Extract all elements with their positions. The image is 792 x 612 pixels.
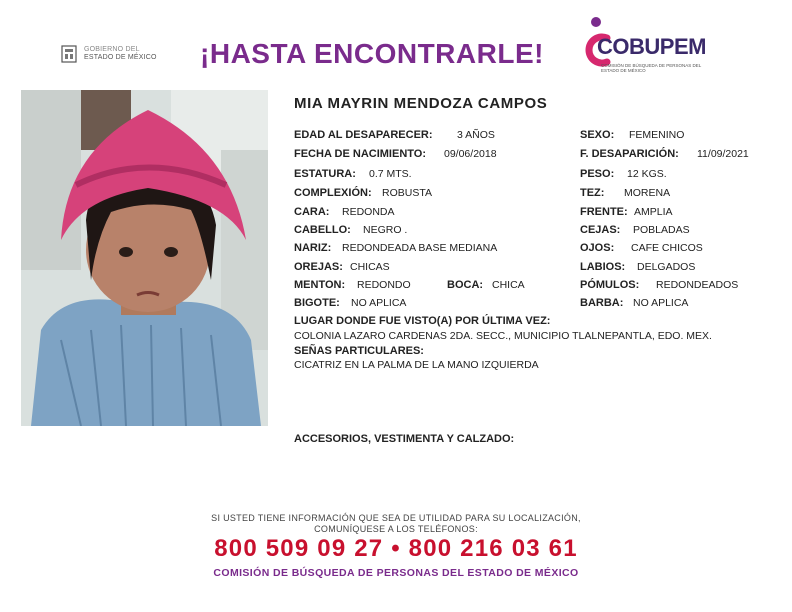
edad-label: EDAD AL DESAPARECER: xyxy=(294,129,433,141)
menton-label: MENTON: xyxy=(294,279,346,291)
nacimiento-value: 09/06/2018 xyxy=(444,148,497,160)
labios-label: LABIOS: xyxy=(580,261,626,273)
pomulos-value: REDONDEADOS xyxy=(656,279,739,291)
estatura-label: ESTATURA: xyxy=(294,168,356,180)
sexo-value: FEMENINO xyxy=(629,129,685,141)
cabello-label: CABELLO: xyxy=(294,224,351,236)
nacimiento-label: FECHA DE NACIMIENTO: xyxy=(294,148,426,160)
cara-label: CARA: xyxy=(294,206,330,218)
nariz-label: NARIZ: xyxy=(294,242,332,254)
nariz-value: REDONDEADA BASE MEDIANA xyxy=(342,242,498,254)
pomulos-label: PÓMULOS: xyxy=(580,279,640,291)
desaparicion-label: F. DESAPARICIÓN: xyxy=(580,148,679,160)
cara-value: REDONDA xyxy=(342,206,395,218)
cejas-label: CEJAS: xyxy=(580,224,621,236)
sexo-label: SEXO: xyxy=(580,129,615,141)
labios-value: DELGADOS xyxy=(637,261,696,273)
senas-value: CICATRIZ EN LA PALMA DE LA MANO IZQUIERDA xyxy=(294,359,539,371)
accesorios-label: ACCESORIOS, VESTIMENTA Y CALZADO: xyxy=(294,433,515,445)
desaparicion-value: 11/09/2021 xyxy=(697,148,749,160)
gov-line1: GOBIERNO DEL xyxy=(84,46,140,53)
lugar-value: COLONIA LAZARO CARDENAS 2DA. SECC., MUNICIPIO TLALNEPANTLA, EDO. MEX. xyxy=(294,330,712,342)
government-logo xyxy=(60,44,157,64)
info-line1: SI USTED TIENE INFORMACIÓN QUE SEA DE UTILIDAD PARA SU LOCALIZACIÓN, xyxy=(211,513,581,523)
frente-label: FRENTE: xyxy=(580,206,628,218)
tez-value: MORENA xyxy=(624,187,671,199)
barba-value: NO APLICA xyxy=(633,297,689,309)
peso-value: 12 KGS. xyxy=(627,168,667,180)
cobupem-logo xyxy=(577,14,717,74)
orejas-label: OREJAS: xyxy=(294,261,343,273)
senas-label: SEÑAS PARTICULARES: xyxy=(294,345,424,357)
barba-label: BARBA: xyxy=(580,297,624,309)
menton-value: REDONDO xyxy=(357,279,411,291)
cejas-value: POBLADAS xyxy=(633,224,690,236)
ojos-value: CAFE CHICOS xyxy=(631,242,703,254)
headline: ¡HASTA ENCONTRARLE! xyxy=(200,38,544,69)
estatura-value: 0.7 MTS. xyxy=(369,168,412,180)
complexion-value: ROBUSTA xyxy=(382,187,432,199)
tez-label: TEZ: xyxy=(580,187,605,199)
org-subtitle: COMISIÓN DE BÚSQUEDA DE PERSONAS DEL ESTADO DE MÉXICO xyxy=(601,63,702,73)
orejas-value: CHICAS xyxy=(350,261,390,273)
person-name: MIA MAYRIN MENDOZA CAMPOS xyxy=(294,95,548,112)
boca-label: BOCA: xyxy=(447,279,484,291)
missing-person-photo xyxy=(21,90,268,426)
edad-value: 3 AÑOS xyxy=(457,129,495,141)
org-name: COBUPEM xyxy=(597,34,706,59)
state-crest-icon xyxy=(60,44,78,64)
gov-line2: ESTADO DE MÉXICO xyxy=(84,54,157,61)
ojos-label: OJOS: xyxy=(580,242,615,254)
info-line2: COMUNÍQUESE A LOS TELÉFONOS: xyxy=(314,524,478,534)
frente-value: AMPLIA xyxy=(634,206,673,218)
peso-label: PESO: xyxy=(580,168,615,180)
phone-numbers[interactable]: 800 509 09 27 • 800 216 03 61 xyxy=(214,535,578,562)
complexion-label: COMPLEXIÓN: xyxy=(294,187,372,199)
bigote-label: BIGOTE: xyxy=(294,297,340,309)
cabello-value: NEGRO . xyxy=(363,224,408,236)
lugar-label: LUGAR DONDE FUE VISTO(A) POR ÚLTIMA VEZ: xyxy=(294,315,551,327)
bigote-value: NO APLICA xyxy=(351,297,407,309)
commission-name: COMISIÓN DE BÚSQUEDA DE PERSONAS DEL ESTADO DE MÉXICO xyxy=(213,567,579,579)
photo-illustration xyxy=(21,90,268,426)
boca-value: CHICA xyxy=(492,279,525,291)
